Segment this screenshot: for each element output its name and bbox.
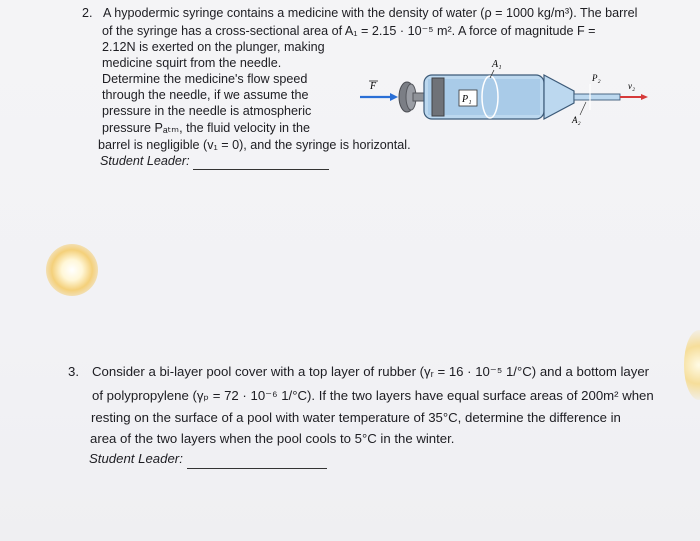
problem-text-line: of the syringe has a cross-sectional area of A₁ = 2.15 · 10⁻⁵ m². A force of magnitude F = — [102, 24, 596, 38]
light-glare — [46, 244, 98, 296]
problem-text-line: Consider a bi-layer pool cover with a top layer of rubber (γᵣ = 16 · 10⁻⁵ 1/°C) and a bottom layer — [92, 364, 650, 379]
problem-text-line: barrel is negligible (v₁ = 0), and the syringe is horizontal. — [98, 138, 411, 152]
force-arrow-head — [390, 93, 398, 101]
student-leader-line — [89, 448, 327, 469]
problem-text-line: A hypodermic syringe contains a medicine with the density of water (ρ = 1000 kg/m³). The barrel — [103, 6, 638, 20]
p1-label: P₁ — [462, 94, 472, 105]
p2-label: P₂ — [592, 73, 601, 83]
student-leader-line — [100, 153, 329, 170]
velocity-arrow-head — [641, 94, 648, 100]
syringe-taper — [544, 75, 574, 119]
v2-label: v₂ — [628, 81, 636, 91]
problem-text-line: Determine the medicine's flow speed — [102, 72, 308, 86]
student-leader-label: Student Leader: — [89, 451, 183, 466]
problem-text-line: pressure Pₐₜₘ, the fluid velocity in the — [102, 121, 311, 135]
plunger-head — [432, 78, 444, 116]
problem-number: 2. — [82, 6, 93, 20]
student-leader-blank[interactable] — [187, 455, 327, 469]
problem-text-line: of polypropylene (γₚ = 72 · 10⁻⁶ 1/°C). If the two layers have equal surface areas of 200m² when — [92, 388, 654, 403]
problem-text-line: resting on the surface of a pool with water temperature of 35°C, determine the difference in — [91, 410, 621, 425]
edge-light-glare — [684, 330, 700, 400]
problem-number: 3. — [68, 364, 79, 379]
problem-text-line: area of the two layers when the pool cools to 5°C in the winter. — [90, 431, 455, 446]
a1-label: A₁ — [492, 60, 502, 70]
problem-text-line: medicine squirt from the needle. — [102, 56, 282, 70]
student-leader-label: Student Leader: — [100, 154, 190, 168]
syringe-needle — [574, 94, 620, 100]
syringe-diagram — [358, 60, 658, 130]
student-leader-blank[interactable] — [193, 157, 329, 170]
force-label: F — [370, 81, 377, 92]
problem-text-line: 2.12N is exerted on the plunger, making — [102, 40, 325, 54]
a2-label: A₂ — [572, 115, 581, 125]
problem-text-line: through the needle, if we assume the — [102, 88, 309, 102]
problem-text-line: pressure in the needle is atmospheric — [102, 104, 312, 118]
